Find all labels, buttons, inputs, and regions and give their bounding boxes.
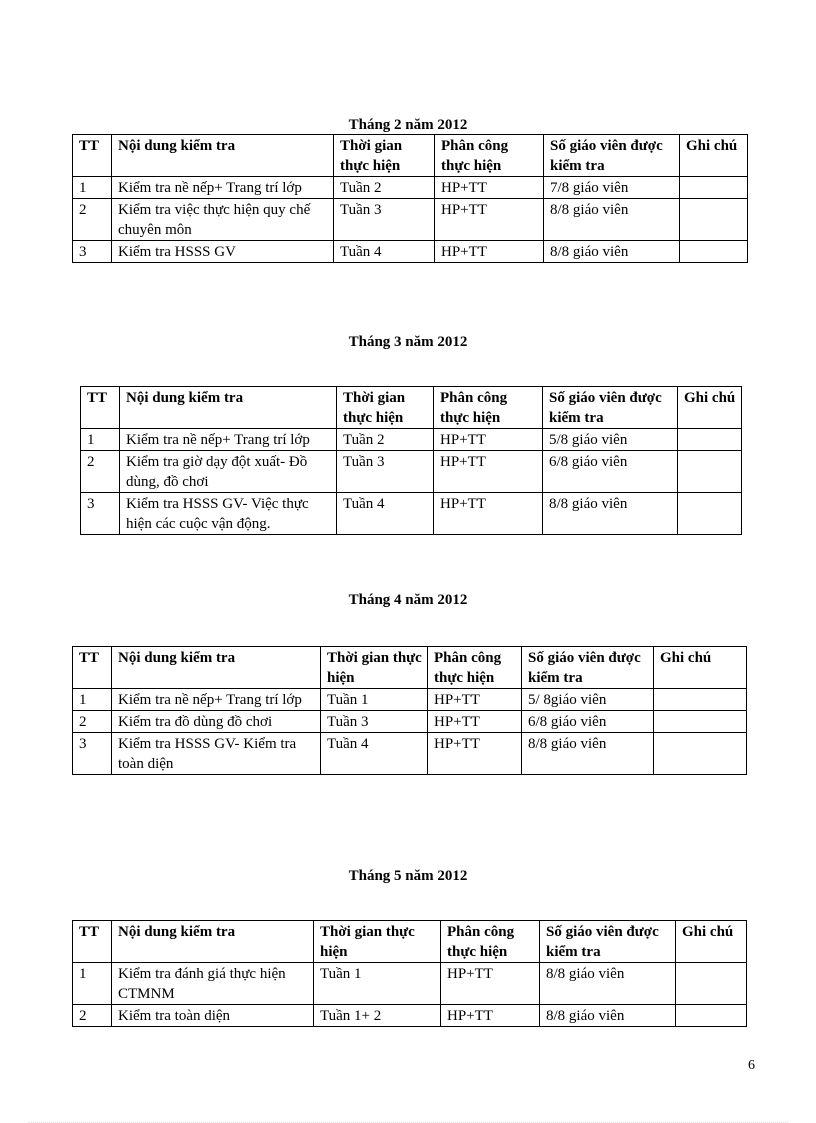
cell-content: Kiểm tra nề nếp+ Trang trí lớp (112, 177, 334, 199)
cell-tt: 3 (81, 493, 120, 535)
cell-tt: 3 (73, 733, 112, 775)
cell-tt: 2 (73, 199, 112, 241)
cell-teachers: 8/8 giáo viên (544, 241, 680, 263)
cell-assign: HP+TT (435, 241, 544, 263)
header-content: Nội dung kiểm tra (112, 647, 321, 689)
cell-tt: 2 (81, 451, 120, 493)
header-tt: TT (73, 921, 112, 963)
cell-teachers: 8/8 giáo viên (543, 493, 678, 535)
inspection-table (72, 134, 748, 263)
cell-teachers: 8/8 giáo viên (522, 733, 654, 775)
header-content: Nội dung kiểm tra (120, 387, 337, 429)
header-tt: TT (81, 387, 120, 429)
cell-content: Kiểm tra HSSS GV (112, 241, 334, 263)
cell-time: Tuần 1+ 2 (314, 1005, 441, 1027)
header-content: Nội dung kiểm tra (112, 921, 314, 963)
cell-content: Kiểm tra giờ dạy đột xuất- Đồ dùng, đồ chơi (120, 451, 337, 493)
header-note: Ghi chú (676, 921, 747, 963)
cell-note (676, 963, 747, 1005)
cell-content: Kiểm tra đồ dùng đồ chơi (112, 711, 321, 733)
table-row (73, 711, 747, 733)
cell-note (654, 711, 747, 733)
section-title: Tháng 3 năm 2012 (348, 334, 468, 350)
cell-tt: 3 (73, 241, 112, 263)
cell-time: Tuần 3 (334, 199, 435, 241)
table-row (81, 493, 742, 535)
table-row (73, 177, 748, 199)
cell-content: Kiểm tra đánh giá thực hiện CTMNM (112, 963, 314, 1005)
cell-assign: HP+TT (441, 963, 540, 1005)
cell-note (678, 429, 742, 451)
cell-time: Tuần 1 (321, 689, 428, 711)
header-teachers: Số giáo viên được kiểm tra (540, 921, 676, 963)
inspection-table (72, 646, 747, 775)
cell-tt: 1 (81, 429, 120, 451)
cell-note (678, 493, 742, 535)
header-time: Thời gian thực hiện (337, 387, 434, 429)
cell-time: Tuần 2 (334, 177, 435, 199)
section-title: Tháng 5 năm 2012 (348, 868, 468, 884)
table-row (73, 241, 748, 263)
cell-content: Kiểm tra nề nếp+ Trang trí lớp (120, 429, 337, 451)
cell-content: Kiểm tra toàn diện (112, 1005, 314, 1027)
page-number: 6 (748, 1058, 755, 1073)
header-assign: Phân công thực hiện (435, 135, 544, 177)
header-note: Ghi chú (680, 135, 748, 177)
cell-assign: HP+TT (434, 493, 543, 535)
table-row (73, 1005, 747, 1027)
cell-assign: HP+TT (435, 199, 544, 241)
table-header-row (81, 387, 742, 429)
cell-content: Kiểm tra nề nếp+ Trang trí lớp (112, 689, 321, 711)
cell-time: Tuần 3 (337, 451, 434, 493)
cell-assign: HP+TT (428, 733, 522, 775)
table-header-row (73, 647, 747, 689)
inspection-table (80, 386, 742, 535)
table-row (73, 199, 748, 241)
header-assign: Phân công thực hiện (441, 921, 540, 963)
header-note: Ghi chú (654, 647, 747, 689)
cell-time: Tuần 4 (321, 733, 428, 775)
cell-assign: HP+TT (428, 711, 522, 733)
inspection-table (72, 920, 747, 1027)
cell-tt: 1 (73, 689, 112, 711)
cell-note (676, 1005, 747, 1027)
header-content: Nội dung kiểm tra (112, 135, 334, 177)
cell-content: Kiểm tra việc thực hiện quy chế chuyên môn (112, 199, 334, 241)
table-row (73, 963, 747, 1005)
header-teachers: Số giáo viên được kiểm tra (522, 647, 654, 689)
section-title: Tháng 2 năm 2012 (348, 117, 468, 133)
cell-note (680, 177, 748, 199)
cell-assign: HP+TT (441, 1005, 540, 1027)
header-tt: TT (73, 135, 112, 177)
cell-assign: HP+TT (434, 451, 543, 493)
cell-assign: HP+TT (434, 429, 543, 451)
cell-tt: 2 (73, 711, 112, 733)
cell-teachers: 5/8 giáo viên (543, 429, 678, 451)
cell-teachers: 5/ 8giáo viên (522, 689, 654, 711)
cell-time: Tuần 2 (337, 429, 434, 451)
cell-tt: 1 (73, 177, 112, 199)
cell-teachers: 8/8 giáo viên (540, 1005, 676, 1027)
cell-content: Kiểm tra HSSS GV- Việc thực hiện các cuộc vận động. (120, 493, 337, 535)
cell-note (654, 689, 747, 711)
header-assign: Phân công thực hiện (428, 647, 522, 689)
header-assign: Phân công thực hiện (434, 387, 543, 429)
header-teachers: Số giáo viên được kiểm tra (543, 387, 678, 429)
cell-tt: 1 (73, 963, 112, 1005)
page-cutoff (60, 1056, 760, 1123)
header-time: Thời gian thực hiện (321, 647, 428, 689)
cell-time: Tuần 4 (334, 241, 435, 263)
header-time: Thời gian thực hiện (334, 135, 435, 177)
cell-time: Tuần 3 (321, 711, 428, 733)
table-header-row (73, 135, 748, 177)
table-row (73, 733, 747, 775)
cell-note (678, 451, 742, 493)
cell-time: Tuần 4 (337, 493, 434, 535)
cell-teachers: 8/8 giáo viên (540, 963, 676, 1005)
header-note: Ghi chú (678, 387, 742, 429)
header-tt: TT (73, 647, 112, 689)
table-row (81, 429, 742, 451)
cell-note (654, 733, 747, 775)
cell-note (680, 241, 748, 263)
cell-assign: HP+TT (435, 177, 544, 199)
cell-teachers: 6/8 giáo viên (543, 451, 678, 493)
section-title: Tháng 4 năm 2012 (348, 592, 468, 608)
cell-time: Tuần 1 (314, 963, 441, 1005)
cell-teachers: 6/8 giáo viên (522, 711, 654, 733)
cell-teachers: 7/8 giáo viên (544, 177, 680, 199)
cell-content: Kiểm tra HSSS GV- Kiểm tra toàn diện (112, 733, 321, 775)
cell-note (680, 199, 748, 241)
header-time: Thời gian thực hiện (314, 921, 441, 963)
cell-tt: 2 (73, 1005, 112, 1027)
table-row (73, 689, 747, 711)
header-teachers: Số giáo viên được kiểm tra (544, 135, 680, 177)
table-row (81, 451, 742, 493)
cell-assign: HP+TT (428, 689, 522, 711)
cell-teachers: 8/8 giáo viên (544, 199, 680, 241)
table-header-row (73, 921, 747, 963)
